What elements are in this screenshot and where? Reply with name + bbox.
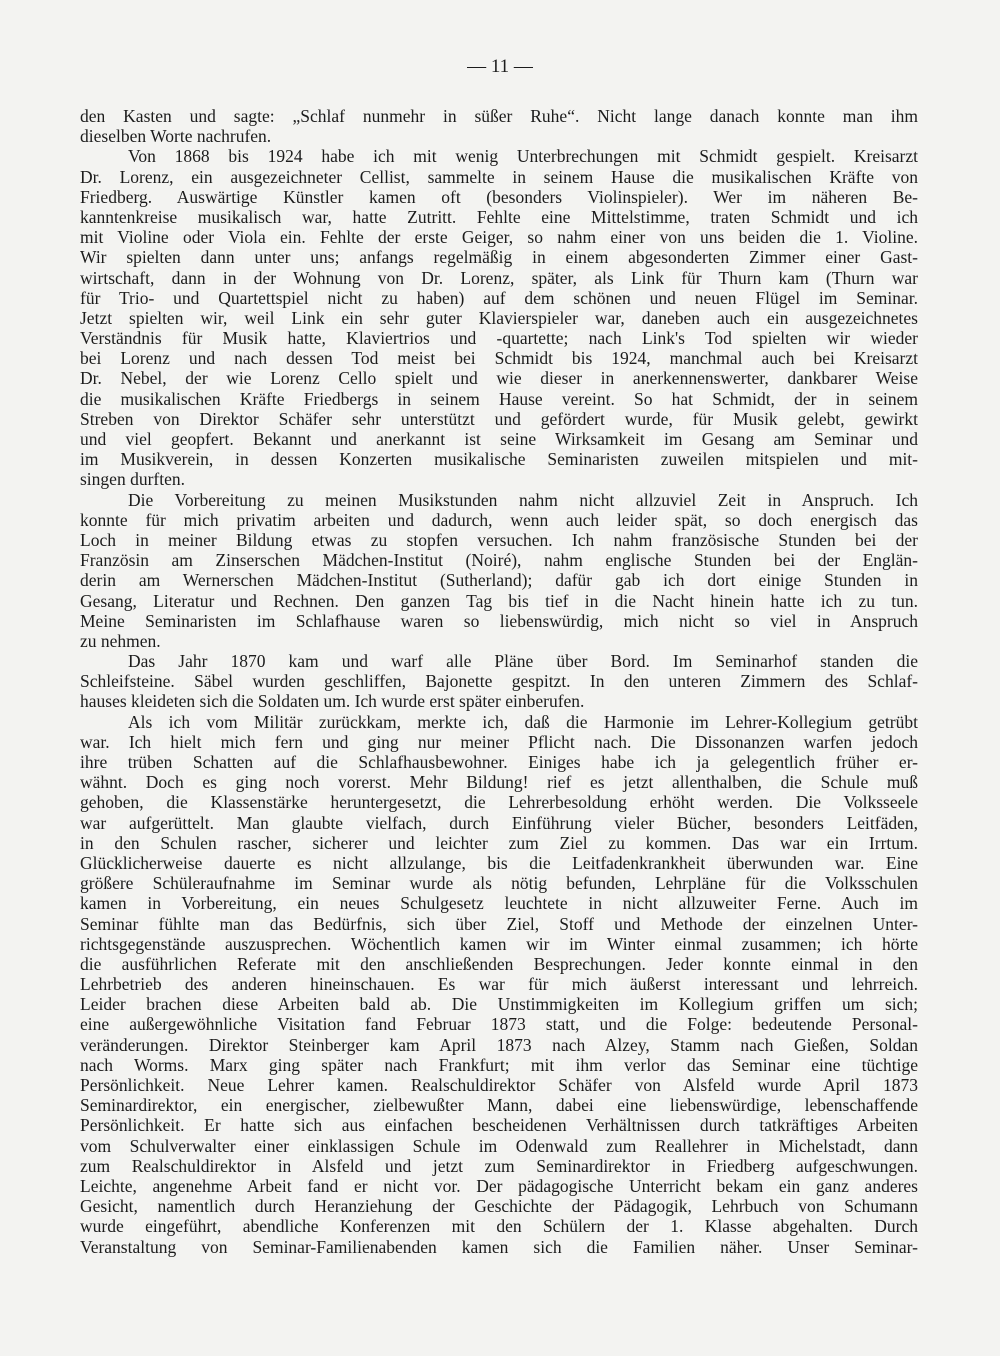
text-line: Von 1868 bis 1924 habe ich mit wenig Unterbrechungen mit Schmidt gespielt. Kreisarzt xyxy=(128,146,918,167)
text-line: ihre trüben Schatten auf die Schlafhausbewohner. Einiges habe ich ja gelegentlich früher er- xyxy=(80,752,918,772)
text-line: konnte für mich privatim arbeiten und dadurch, wenn auch leider spät, so doch energisch das xyxy=(80,509,918,530)
text-line: Persönlichkeit. Neue Lehrer kamen. Realschuldirektor Schäfer von Alsfeld wurde April 1873 xyxy=(80,1075,918,1095)
text-line: Als ich vom Militär zurückkam, merkte ich, daß die Harmonie im Lehrer-Kollegium getrübt xyxy=(128,711,918,732)
text-line: Schleifsteine. Säbel wurden geschliffen, Bajonette gespitzt. In den unteren Zimmern des Schlaf- xyxy=(80,671,918,692)
paragraph xyxy=(80,146,918,489)
text-line: Verständnis für Musik hatte, Klaviertrios und -quartette; nach Link's Tod spielten wir wieder xyxy=(80,328,918,349)
text-line: bei Lorenz und nach dessen Tod meist bei Schmidt bis 1924, manchmal auch bei Kreisarzt xyxy=(80,348,918,369)
paragraph xyxy=(80,490,918,652)
text-line: wurde eingeführt, abendliche Konferenzen mit den Schülern der 1. Klasse abgehalten. Durch xyxy=(80,1216,918,1237)
text-line: Glücklicherweise dauerte es nicht allzulange, bis die Leitfadenkrankheit überwunden war. Eine xyxy=(80,852,918,873)
body-text xyxy=(80,106,918,1257)
text-line: Das Jahr 1870 kam und warf alle Pläne über Bord. Im Seminarhof standen die xyxy=(128,651,918,672)
text-line: Gesicht, namentlich durch Heranziehung der Geschichte der Pädagogik, Lehrbuch von Schumann xyxy=(80,1196,918,1217)
text-line: wähnt. Doch es ging noch vorerst. Mehr Bildung! rief es jetzt allenthalben, die Schule muß xyxy=(80,772,918,793)
page-number: — 11 — xyxy=(467,56,533,77)
text-line: zu nehmen. xyxy=(80,630,161,651)
text-line: Lehrbetrieb des anderen hineinschauen. Es war für mich äußerst interessant und lehrreich. xyxy=(80,974,918,995)
text-line: dieselben Worte nachrufen. xyxy=(80,126,272,147)
text-line: singen durften. xyxy=(80,469,185,490)
text-line: war. Ich hielt mich fern und ging nur meiner Pflicht nach. Die Dissonanzen warfen jedoch xyxy=(80,731,918,752)
text-line: und viel geopfert. Bekannt und anerkannt ist seine Wirksamkeit im Gesang am Seminar und xyxy=(80,429,918,449)
text-line: Streben von Direktor Schäfer sehr unterstützt und gefördert wurde, für Musik gelebt, gewirkt xyxy=(80,408,918,429)
text-line: kamen in Vorbereitung, ein neues Schulgesetz leuchtete in nicht allzuweiter Ferne. Auch im xyxy=(80,893,918,914)
text-line: Persönlichkeit. Er hatte sich aus einfachen bescheidenen Verhältnissen durch tatkräftiges Arbeiten xyxy=(80,1115,918,1136)
text-line: Die Vorbereitung zu meinen Musikstunden nahm nicht allzuviel Zeit in Anspruch. Ich xyxy=(128,489,918,510)
text-line: kanntenkreise musikalisch war, hatte Zutritt. Fehlte eine Mittelstimme, traten Schmidt und ich xyxy=(80,206,918,227)
text-line: wirtschaft, dann in der Wohnung von Dr. Lorenz, später, als Link für Thurn kam (Thurn war xyxy=(80,267,918,288)
paragraph xyxy=(80,651,918,712)
text-line: gehoben, die Klassenstärke heruntergesetzt, die Lehrerbesoldung erhöht werden. Die Volksseele xyxy=(80,792,918,813)
text-line: in den Schulen rascher, sicherer und leichter zum Ziel zu kommen. Das war ein Irrtum. xyxy=(80,832,918,853)
text-line: vom Schulverwalter einer einklassigen Schule im Odenwald zum Reallehrer in Michelstadt, dann xyxy=(80,1135,918,1156)
text-line: mit Violine oder Viola ein. Fehlte der erste Geiger, so nahm einer von uns beiden die 1. Violine. xyxy=(80,227,918,248)
text-line: den Kasten und sagte: „Schlaf nunmehr in süßer Ruhe“. Nicht lange danach konnte man ihm xyxy=(80,106,918,126)
paragraph xyxy=(80,712,918,1257)
text-line: für Trio- und Quartettspiel nicht zu haben) auf dem schönen und neuen Flügel im Seminar. xyxy=(80,287,918,308)
text-line: Dr. Lorenz, ein ausgezeichneter Cellist, sammelte in seinem Hause die musikalischen Kräfte von xyxy=(80,166,918,187)
text-line: Wir spielten dann unter uns; anfangs regelmäßig in einem abgesonderten Zimmer einer Gast- xyxy=(80,247,918,268)
text-line: Friedberg. Auswärtige Künstler kamen oft (besonders Violinspieler). Wer im näheren Be- xyxy=(80,186,918,207)
paragraph xyxy=(80,106,918,146)
text-line: Seminardirektor, ein energischer, zielbewußter Mann, dabei eine liebenswürdige, lebenschaffende xyxy=(80,1095,918,1116)
text-line: die ausführlichen Referate mit den anschließenden Besprechungen. Jeder konnte einmal in den xyxy=(80,953,918,974)
text-line: nach Worms. Marx ging später nach Frankfurt; mit ihm verlor das Seminar eine tüchtige xyxy=(80,1054,918,1075)
text-line: Gesang, Literatur und Rechnen. Den ganzen Tag bis tief in die Nacht hinein hatte ich zu tun. xyxy=(80,590,918,611)
text-line: größere Schüleraufnahme im Seminar wurde als nötig befunden, Lehrpläne für die Volksschulen xyxy=(80,873,918,894)
text-line: Meine Seminaristen im Schlafhause waren so liebenswürdig, mich nicht so viel in Anspruch xyxy=(80,610,918,631)
text-line: die musikalischen Kräfte Friedbergs in seinem Hause vereint. So hat Schmidt, der in seinem xyxy=(80,388,918,409)
text-line: hauses kleideten sich die Soldaten um. Ich wurde erst später einberufen. xyxy=(80,691,585,712)
text-line: im Musikverein, in dessen Konzerten musikalische Seminaristen zuweilen mitspielen und mit- xyxy=(80,449,918,470)
text-line: Französin am Zinserschen Mädchen-Institut (Noiré), nahm englische Stunden bei der Englän- xyxy=(80,550,918,571)
text-line: Leider brachen diese Arbeiten bald ab. Die Unstimmigkeiten im Kollegium griffen um sich; xyxy=(80,994,918,1015)
text-line: Veranstaltung von Seminar-Familienabenden kamen sich die Familien näher. Unser Seminar- xyxy=(80,1236,918,1257)
text-line: derin am Wernerschen Mädchen-Institut (Sutherland); dafür gab ich dort einige Stunden in xyxy=(80,570,918,591)
text-line: Leichte, angenehme Arbeit fand er nicht vor. Der pädagogische Unterricht bekam ein ganz anderes xyxy=(80,1175,918,1196)
text-line: Jetzt spielten wir, weil Link ein sehr guter Klavierspieler war, daneben auch ein ausgezeichnetes xyxy=(80,307,918,328)
text-line: war aufgerüttelt. Man glaubte vielfach, durch Einführung vieler Bücher, besonders Leitfäden, xyxy=(80,812,918,833)
text-line: Dr. Nebel, der wie Lorenz Cello spielt und wie dieser in anerkennenswerter, dankbarer Weise xyxy=(80,368,918,389)
text-line: Loch in meiner Bildung etwas zu stopfen versuchen. Ich nahm französische Stunden bei der xyxy=(80,529,918,550)
text-line: Seminar fühlte man das Bedürfnis, sich über Ziel, Stoff und Methode der einzelnen Unter- xyxy=(80,913,918,934)
text-line: richtsgegenstände auszusprechen. Wöchentlich kamen wir im Winter einmal zusammen; ich hörte xyxy=(80,933,918,954)
text-line: zum Realschuldirektor in Alsfeld und jetzt zum Seminardirektor in Friedberg aufgeschwungen. xyxy=(80,1155,918,1176)
text-line: eine außergewöhnliche Visitation fand Februar 1873 statt, und die Folge: bedeutende Personal- xyxy=(80,1014,918,1035)
text-line: veränderungen. Direktor Steinberger kam April 1873 nach Alzey, Stamm nach Gießen, Soldan xyxy=(80,1034,918,1055)
